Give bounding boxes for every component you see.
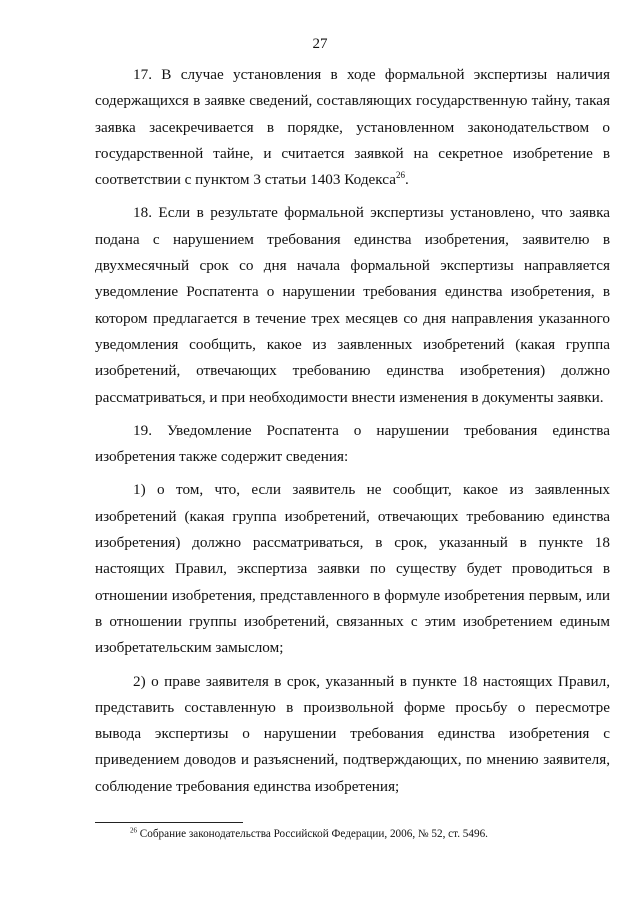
paragraph-17-end: .	[404, 171, 409, 189]
footnote	[130, 827, 610, 841]
paragraph-18: 18. Если в результате формальной экспертизы установлено, что заявка подана с нарушением требования единства изобретения, заявителю в двухмесячный срок со дня начала формальной экспертизы направляется уведомление Роспатента о нарушении требования единства изобретения, в котором предлагается в течение трех месяцев со дня направления указанного уведомления сообщить, какое из заявленных изобретений (какая группа изобретений, отвечающих требованию единства изобретения) должно рассматриваться, и при необходимости внести изменения в документы заявки.	[95, 204, 610, 406]
document-body	[95, 62, 610, 807]
paragraph-19-item-2: 2) о праве заявителя в срок, указанный в пункте 18 настоящих Правил, представить составленную в произвольной форме просьбу о пересмотре вывода экспертизы о нарушении требования единства изобретения с приведением доводов и разъяснений, подтверждающих, по мнению заявителя, соблюдение требования единства изобретения;	[95, 672, 610, 795]
paragraph-19-item-1: 1) о том, что, если заявитель не сообщит, какое из заявленных изобретений (какая группа изобретений, отвечающих требованию единства изобретения) должно рассматриваться, в срок, указанный в пункте 18 настоящих Правил, экспертиза заявки по существу будет проводиться в отношении изобретения, представленного в формуле изобретения первым, или в отношении группы изобретений, связанных с этим изобретением единым изобретательским замыслом;	[95, 481, 610, 657]
footnote-separator	[95, 822, 243, 823]
footnote-reference[interactable]: 26	[395, 170, 405, 181]
footnote-text: Собрание законодательства Российской Федерации, 2006, № 52, ст. 5496.	[137, 828, 488, 840]
paragraph-17-text: 17. В случае установления в ходе формальной экспертизы наличия содержащихся в заявке сведений, составляющих государственную тайну, такая заявка засекречивается в порядке, установленном законодательством о государственной тайне, и считается заявкой на секретное изобретение в соответствии с пунктом 3 статьи 1403 Кодекса	[95, 66, 610, 189]
page-number: 27	[312, 36, 328, 52]
footnote-marker: 26	[130, 826, 137, 835]
paragraph-19: 19. Уведомление Роспатента о нарушении требования единства изобретения также содержит сведения:	[95, 421, 610, 466]
paragraph-17	[95, 62, 610, 193]
